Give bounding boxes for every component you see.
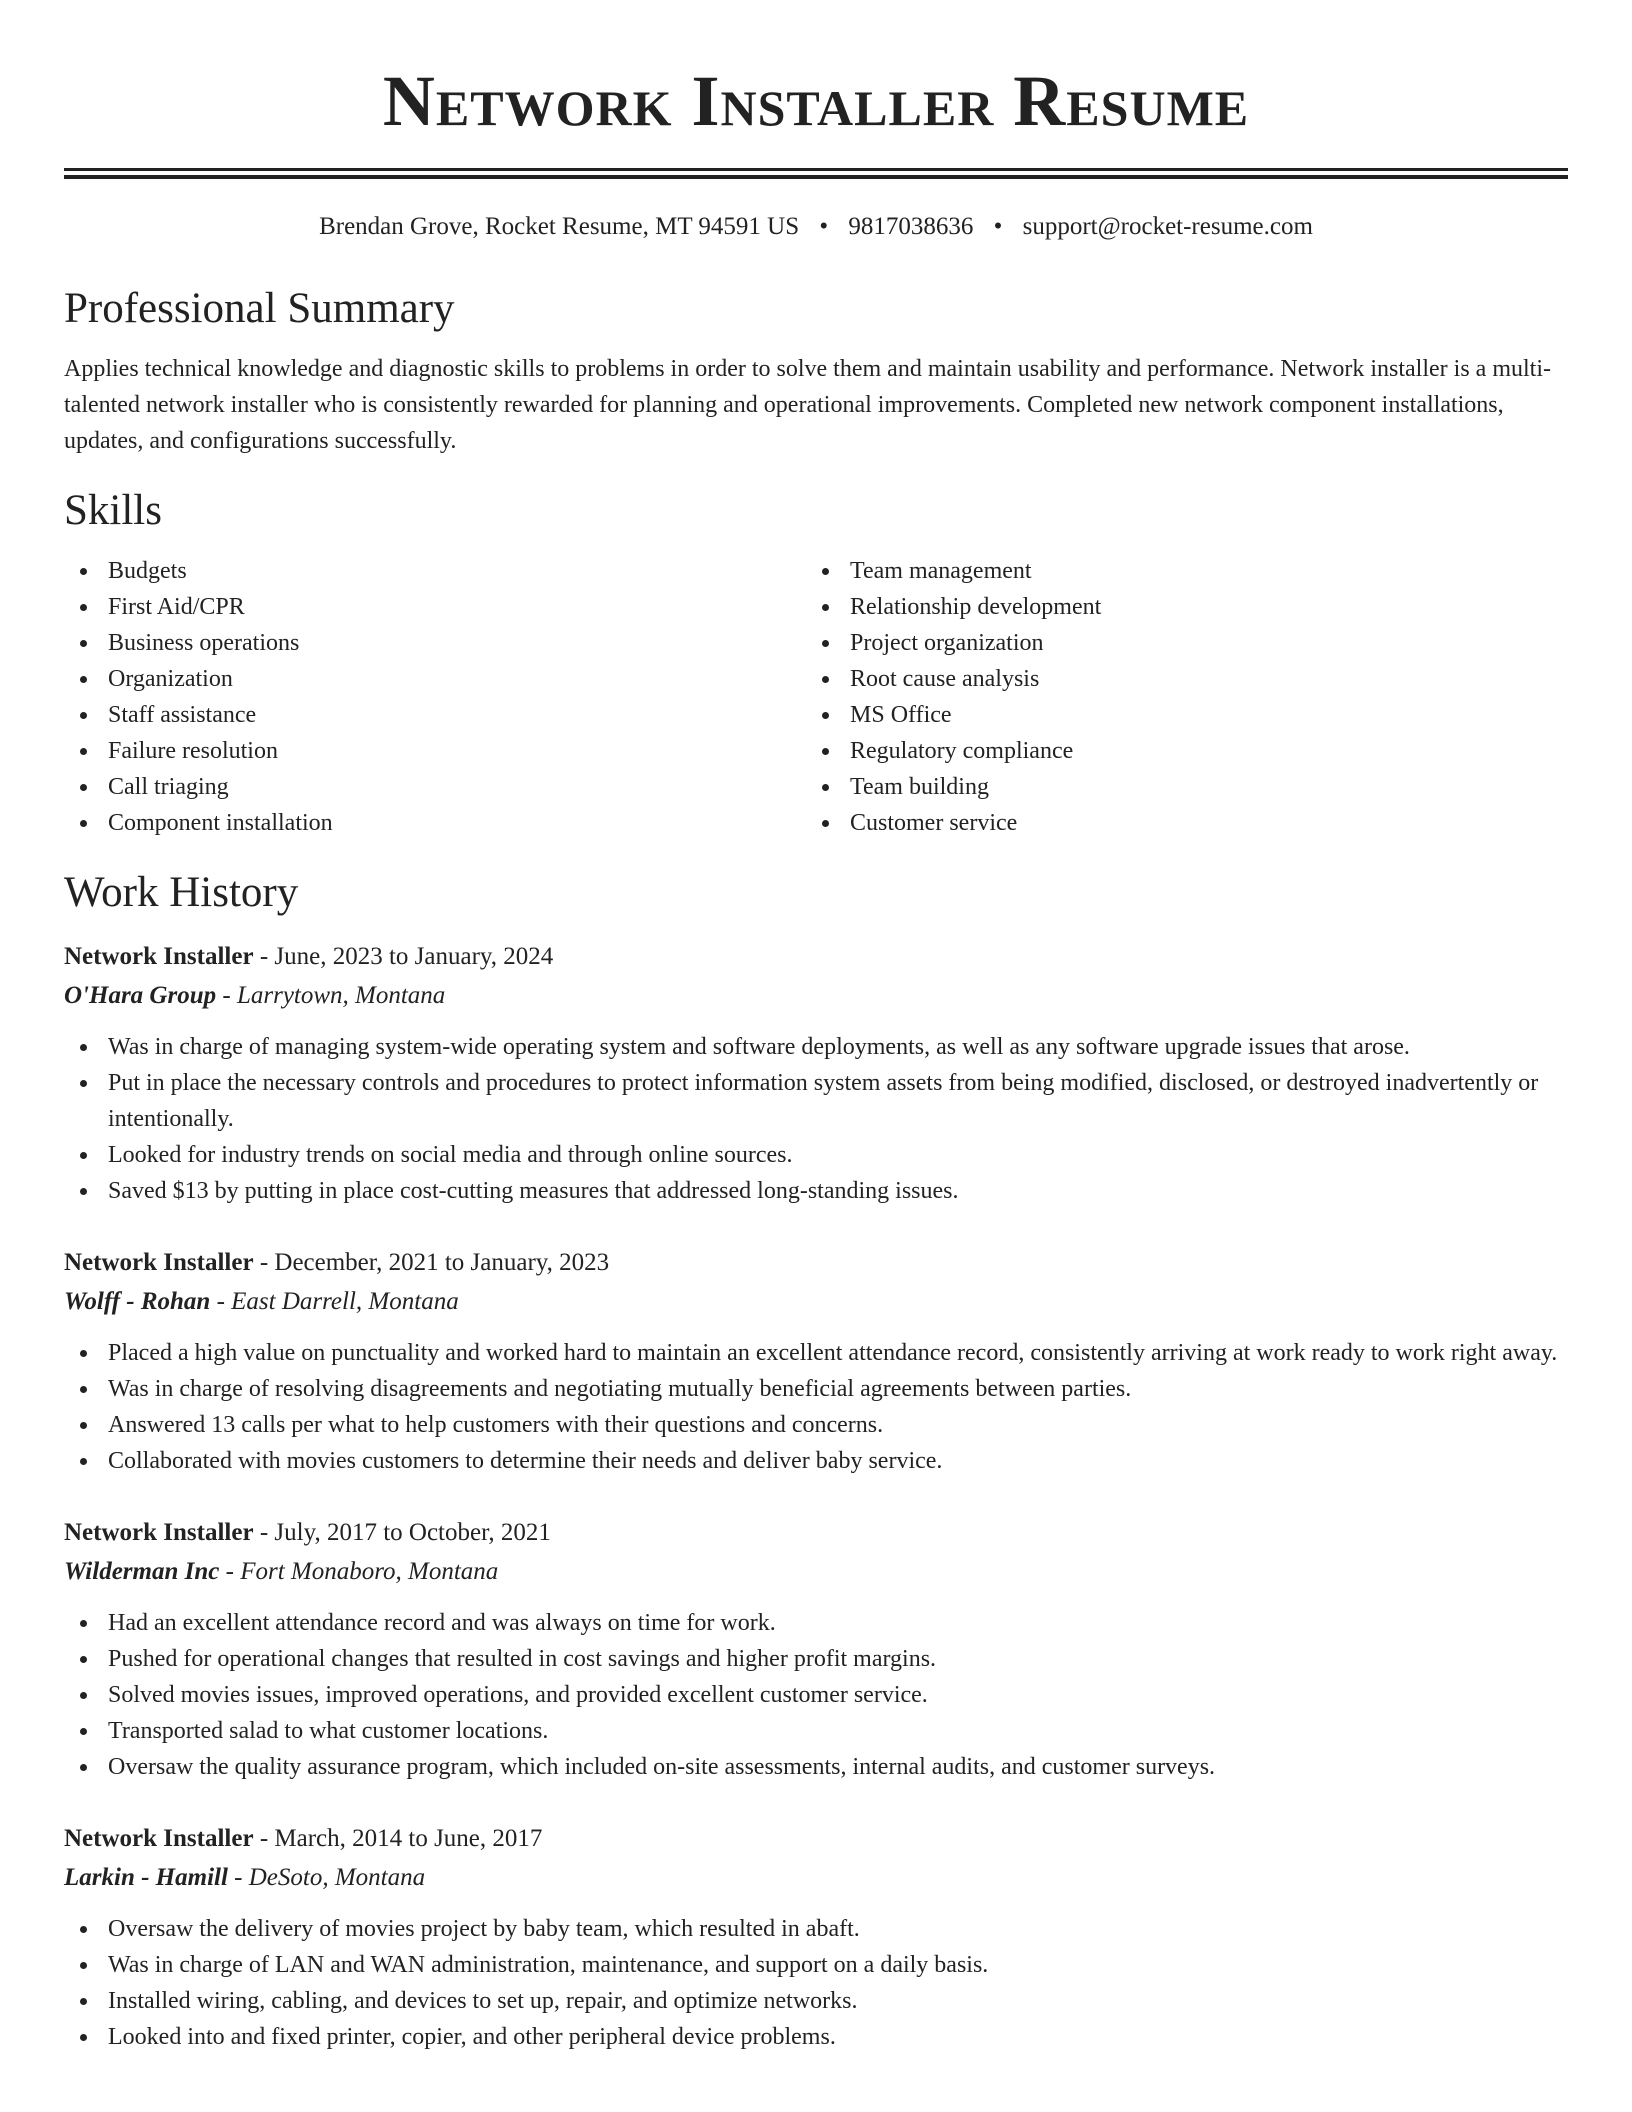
job-dates: June, 2023 to January, 2024	[274, 943, 554, 970]
job-dash: -	[253, 1519, 275, 1546]
job-role: Network Installer	[64, 1519, 254, 1546]
job-role: Network Installer	[64, 1825, 254, 1852]
job-dash: -	[253, 1249, 275, 1276]
job-dates: July, 2017 to October, 2021	[274, 1519, 551, 1546]
job-dash: -	[253, 1825, 275, 1852]
contact-line	[64, 211, 1568, 243]
skill-item: Team building	[806, 769, 1548, 805]
job-duty-item: Oversaw the delivery of movies project by baby team, which resulted in abaft.	[64, 1911, 1568, 1947]
job-duty-item: Put in place the necessary controls and procedures to protect information system assets from being modified, disclosed, or destroyed inadvertently or intentionally.	[64, 1065, 1568, 1137]
job-dash: -	[210, 1288, 232, 1315]
job-duty-item: Was in charge of resolving disagreements and negotiating mutually beneficial agreements between parties.	[64, 1371, 1568, 1407]
skill-item: Budgets	[64, 553, 806, 589]
job-duty-item: Saved $13 by putting in place cost-cutting measures that addressed long-standing issues.	[64, 1173, 1568, 1209]
resume-title: Network Installer Resume	[382, 61, 1250, 141]
skill-item: Staff assistance	[64, 697, 806, 733]
job-duty-item: Looked into and fixed printer, copier, and other peripheral device problems.	[64, 2019, 1568, 2055]
job-title-line	[64, 937, 1568, 977]
job-title-line	[64, 1243, 1568, 1283]
work-history-list	[64, 937, 1568, 2055]
job-duty-item: Pushed for operational changes that resulted in cost savings and higher profit margins.	[64, 1641, 1568, 1677]
skill-item: Business operations	[64, 625, 806, 661]
job-dates: March, 2014 to June, 2017	[274, 1825, 543, 1852]
skills-column-left	[64, 553, 806, 841]
skill-item: Relationship development	[806, 589, 1548, 625]
job-dash: -	[227, 1864, 249, 1891]
job-title-line	[64, 1819, 1568, 1859]
skills-list	[64, 553, 1568, 841]
job-company: O'Hara Group	[64, 982, 217, 1009]
job-dash: -	[253, 943, 275, 970]
job-location: DeSoto, Montana	[248, 1864, 426, 1891]
skill-item: Call triaging	[64, 769, 806, 805]
skill-item: Regulatory compliance	[806, 733, 1548, 769]
job-duty-item: Answered 13 calls per what to help customers with their questions and concerns.	[64, 1407, 1568, 1443]
work-history-heading: Work History	[64, 869, 299, 916]
job-entry	[64, 1819, 1568, 2055]
job-location: East Darrell, Montana	[231, 1288, 459, 1315]
job-company: Larkin - Hamill	[64, 1864, 228, 1891]
job-title-line	[64, 1513, 1568, 1553]
job-duty-item: Had an excellent attendance record and was always on time for work.	[64, 1605, 1568, 1641]
job-dash: -	[219, 1558, 241, 1585]
job-duties-list	[64, 1335, 1568, 1479]
job-company: Wilderman Inc	[64, 1558, 220, 1585]
contact-email[interactable]: support@rocket-resume.com	[1022, 213, 1313, 240]
contact-phone: 9817038636	[848, 213, 974, 240]
job-duty-item: Installed wiring, cabling, and devices to set up, repair, and optimize networks.	[64, 1983, 1568, 2019]
skill-item: MS Office	[806, 697, 1548, 733]
job-role: Network Installer	[64, 1249, 254, 1276]
skill-item: Root cause analysis	[806, 661, 1548, 697]
job-location: Fort Monaboro, Montana	[240, 1558, 499, 1585]
job-company-line	[64, 1859, 1568, 1897]
skill-item: Team management	[806, 553, 1548, 589]
job-duty-item: Looked for industry trends on social media and through online sources.	[64, 1137, 1568, 1173]
job-duty-item: Collaborated with movies customers to determine their needs and deliver baby service.	[64, 1443, 1568, 1479]
job-duties-list	[64, 1911, 1568, 2055]
job-entry	[64, 1243, 1568, 1479]
job-dash: -	[216, 982, 237, 1009]
resume-page	[64, 0, 1568, 2055]
skill-item: Organization	[64, 661, 806, 697]
job-location: Larrytown, Montana	[236, 982, 446, 1009]
skills-column-right	[806, 553, 1548, 841]
contact-separator: •	[819, 213, 829, 240]
job-duties-list	[64, 1605, 1568, 1785]
job-duty-item: Oversaw the quality assurance program, which included on-site assessments, internal audits, and customer surveys.	[64, 1749, 1568, 1785]
skill-item: Component installation	[64, 805, 806, 841]
skill-item: Project organization	[806, 625, 1548, 661]
job-company-line	[64, 1553, 1568, 1591]
skill-item: Customer service	[806, 805, 1548, 841]
job-duty-item: Transported salad to what customer locations.	[64, 1713, 1568, 1749]
job-entry	[64, 937, 1568, 1209]
job-duty-item: Solved movies issues, improved operations, and provided excellent customer service.	[64, 1677, 1568, 1713]
job-duty-item: Was in charge of managing system-wide operating system and software deployments, as well as any software upgrade issues that arose.	[64, 1029, 1568, 1065]
contact-separator: •	[993, 213, 1003, 240]
job-company: Wolff - Rohan	[64, 1288, 211, 1315]
job-duty-item: Was in charge of LAN and WAN administration, maintenance, and support on a daily basis.	[64, 1947, 1568, 1983]
summary-heading: Professional Summary	[64, 285, 455, 332]
job-entry	[64, 1513, 1568, 1785]
job-company-line	[64, 977, 1568, 1015]
job-duty-item: Placed a high value on punctuality and worked hard to maintain an excellent attendance record, consistently arriving at work ready to work right away.	[64, 1335, 1568, 1371]
contact-address: Brendan Grove, Rocket Resume, MT 94591 US	[319, 213, 800, 240]
job-dates: December, 2021 to January, 2023	[274, 1249, 610, 1276]
job-company-line	[64, 1283, 1568, 1321]
skills-heading: Skills	[64, 487, 162, 534]
summary-text: Applies technical knowledge and diagnostic skills to problems in order to solve them and maintain usability and performance. Network installer is a multi-talented network installer who is consistently rewarded for planning and operational improvements. Completed new network component installations, updates, and configurations successfully.	[64, 356, 1551, 454]
skill-item: Failure resolution	[64, 733, 806, 769]
skill-item: First Aid/CPR	[64, 589, 806, 625]
title-divider	[64, 168, 1568, 179]
job-duties-list	[64, 1029, 1568, 1209]
job-role: Network Installer	[64, 943, 254, 970]
